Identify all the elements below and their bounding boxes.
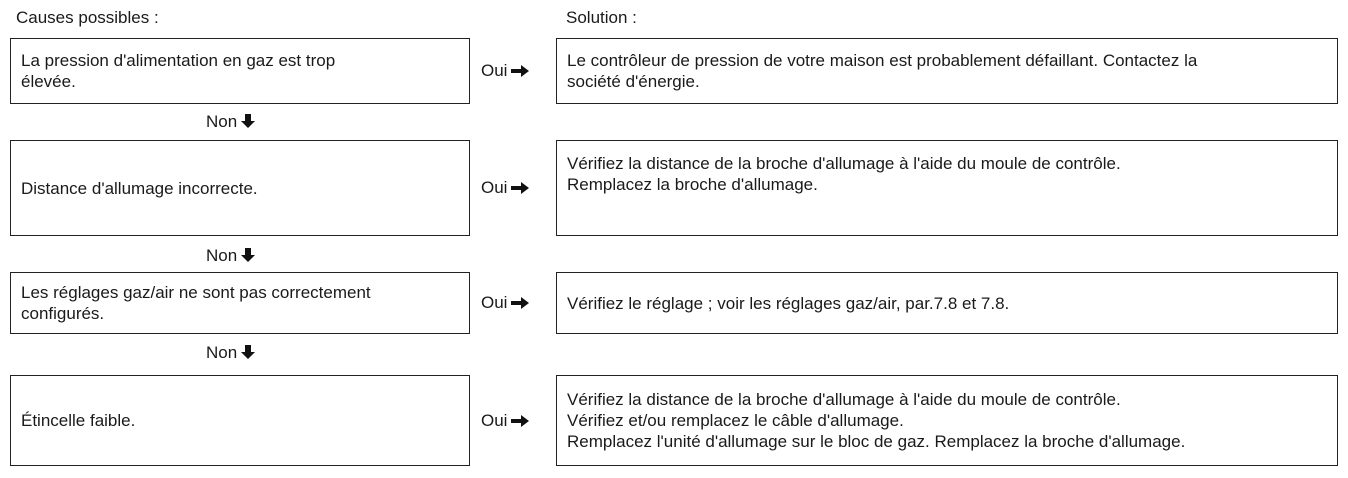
- solution-box-4: [556, 375, 1338, 466]
- cause-box-4: [10, 375, 470, 466]
- yes-label: Oui: [481, 61, 508, 80]
- solution-1-line-1: Le contrôleur de pression de votre maison est probablement défaillant. Contactez la: [567, 51, 1198, 70]
- cause-2-line-1: Distance d'allumage incorrecte.: [21, 178, 258, 198]
- cause-1-line-2: élevée.: [21, 72, 76, 91]
- header-solution: Solution :: [566, 8, 637, 27]
- cause-3-line-1: Les réglages gaz/air ne sont pas correctement: [21, 283, 371, 302]
- no-label: Non: [206, 343, 238, 362]
- solution-box-2: [556, 140, 1338, 236]
- no-label: Non: [206, 112, 238, 131]
- no-arrow-2: [206, 246, 255, 266]
- solution-3-line-1: Vérifiez le réglage ; voir les réglages gaz/air, par.7.8 et 7.8.: [567, 293, 1010, 313]
- right-arrow-icon: [511, 297, 529, 309]
- yes-arrow-3: [481, 293, 529, 313]
- solution-1-line-2: société d'énergie.: [567, 72, 700, 91]
- down-arrow-icon: [241, 248, 255, 262]
- down-arrow-icon: [241, 114, 255, 128]
- solution-box-1: [556, 38, 1338, 104]
- solution-2-line-2: Remplacez la broche d'allumage.: [567, 175, 818, 194]
- right-arrow-icon: [511, 415, 529, 427]
- yes-label: Oui: [481, 411, 508, 430]
- right-arrow-icon: [511, 65, 529, 77]
- right-arrow-icon: [511, 182, 529, 194]
- yes-arrow-4: [481, 411, 529, 431]
- cause-box-3: [10, 272, 470, 334]
- cause-3-line-2: configurés.: [21, 304, 105, 323]
- cause-box-1: [10, 38, 470, 104]
- down-arrow-icon: [241, 345, 255, 359]
- yes-arrow-1: [481, 61, 529, 81]
- no-label: Non: [206, 246, 238, 265]
- cause-4-line-1: Étincelle faible.: [21, 411, 136, 430]
- no-arrow-3: [206, 343, 255, 363]
- yes-label: Oui: [481, 178, 508, 197]
- cause-box-2: [10, 140, 470, 236]
- cause-1-line-1: La pression d'alimentation en gaz est trop: [21, 51, 336, 70]
- no-arrow-1: [206, 112, 255, 132]
- header-causes: Causes possibles :: [16, 8, 159, 27]
- solution-4-line-3: Remplacez l'unité d'allumage sur le bloc de gaz. Remplacez la broche d'allumage.: [567, 432, 1186, 451]
- yes-label: Oui: [481, 293, 508, 312]
- solution-4-line-2: Vérifiez et/ou remplacez le câble d'allumage.: [567, 411, 904, 430]
- solution-box-3: [556, 272, 1338, 334]
- yes-arrow-2: [481, 178, 529, 198]
- solution-2-line-1: Vérifiez la distance de la broche d'allumage à l'aide du moule de contrôle.: [567, 154, 1121, 173]
- solution-4-line-1: Vérifiez la distance de la broche d'allumage à l'aide du moule de contrôle.: [567, 390, 1121, 409]
